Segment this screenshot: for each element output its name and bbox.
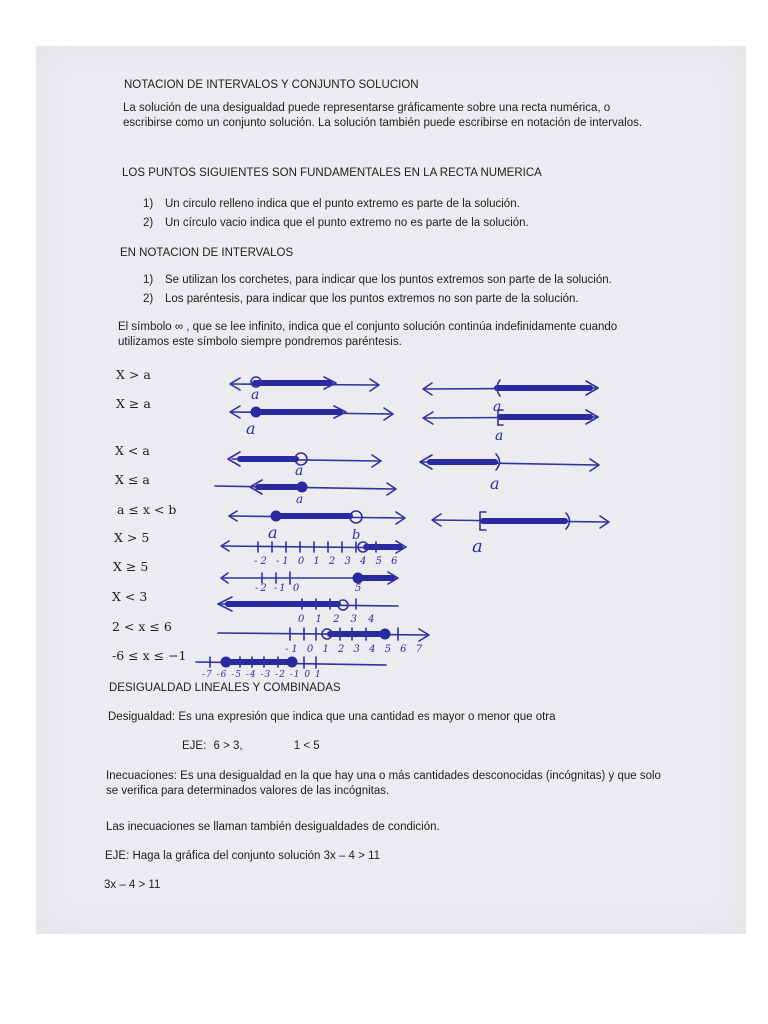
intervals-item-2-num: 2) <box>143 293 154 305</box>
numberline-x-lt-3 <box>218 597 398 625</box>
infinity-note: El símbolo ∞ , que se lee infinito, indica que el conjunto solución continúa indefinidamente cuando utilizamos este símbolo siempre pondremos paréntesis. <box>118 321 618 348</box>
intervals-heading: EN NOTACION DE INTERVALOS <box>120 247 294 259</box>
example-2: 1 < 5 <box>293 740 320 752</box>
linear-heading: DESIGUALDAD LINEALES Y COMBINADAS <box>109 682 341 694</box>
intro-paragraph: La solución de una desigualdad puede representarse gráficamente sobre una recta numérica, o escribirse como un conjunto solución. La solución también puede escribirse en notación de intervalos. <box>123 102 643 129</box>
label-x-ge-5: X ≥ 5 <box>113 559 149 574</box>
numberline-x-le-a-filled <box>215 480 396 506</box>
definition-term: Desigualdad: <box>108 711 176 723</box>
handwritten-a-7: a <box>296 492 304 506</box>
example-line <box>182 739 320 754</box>
label-x-lt-3: X < 3 <box>112 589 148 604</box>
page-title: NOTACION DE INTERVALOS Y CONJUNTO SOLUCION <box>124 79 419 91</box>
numberline-x-lt-a-open <box>228 452 381 479</box>
ticks-x-lt-3: 0 1 2 3 4 <box>298 614 379 625</box>
points-item-1-text: Un circulo relleno indica que el punto extremo es parte de la solución. <box>165 198 520 210</box>
ticks-x-ge-5-left: -2 -1 0 <box>255 583 302 594</box>
label-x-lt-a: X < a <box>115 443 150 458</box>
label-neg6-le-x-le-neg1: -6 ≤ x ≤ −1 <box>112 648 187 663</box>
handwritten-a-2: a <box>493 399 502 415</box>
handwritten-b: b <box>352 528 361 543</box>
ticks-neg6-neg1: -7 -6 -5 -4 -3 -2 -1 0 1 <box>202 670 322 680</box>
numberline-2-lt-x-le-6 <box>218 628 429 655</box>
definition-text: Es una expresión que indica que una cantidad es mayor o menor que otra <box>175 711 556 723</box>
numberline-x-lt-a-paren <box>420 454 599 493</box>
exercise-equation: 3x – 4 > 11 <box>104 879 161 891</box>
definition-line <box>108 710 556 725</box>
numberline-a-le-x-lt-b-brackets <box>432 512 609 557</box>
numberline-a-le-x-lt-b <box>229 511 405 543</box>
numberline-x-gt-a-paren <box>423 380 598 415</box>
handwritten-a-4: a <box>495 428 504 444</box>
numberline-x-ge-a-filled <box>230 406 393 438</box>
numberline-neg6-le-x-le-neg1 <box>196 657 386 680</box>
intervals-item-1-num: 1) <box>143 274 154 286</box>
ticks-x-ge-5-right: 5 <box>355 583 362 594</box>
points-item-1-num: 1) <box>143 198 154 210</box>
points-heading: LOS PUNTOS SIGUIENTES SON FUNDAMENTALES EN LA RECTA NUMERICA <box>122 167 542 179</box>
points-item-2-text: Un círculo vacio indica que el punto extremo no es parte de la solución. <box>165 217 529 229</box>
label-x-le-a: X ≤ a <box>115 472 150 487</box>
handwritten-a-9: a <box>472 536 483 557</box>
intervals-item-1-text: Se utilizan los corchetes, para indicar que los puntos extremos son parte de la solución. <box>165 274 612 286</box>
label-x-ge-a: X ≥ a <box>116 396 151 411</box>
numberline-x-gt-a-open <box>230 377 379 403</box>
handwritten-a-5: a <box>295 463 304 479</box>
points-item-2-num: 2) <box>143 217 154 229</box>
ticks-x-gt-5: -2 -1 0 1 2 3 4 5 6 <box>254 556 401 567</box>
numberline-x-ge-5 <box>221 572 398 594</box>
label-a-le-x-lt-b: a ≤ x < b <box>117 502 177 517</box>
also-called-line: Las inecuaciones se llaman también desigualdades de condición. <box>106 821 440 833</box>
intervals-item-2-text: Los paréntesis, para indicar que los puntos extremos no son parte de la solución. <box>165 293 579 305</box>
handwritten-a-3: a <box>246 419 256 438</box>
ticks-2-6: -1 0 1 2 3 4 5 6 7 <box>285 644 426 655</box>
example-prefix: EJE: <box>182 740 207 752</box>
label-x-gt-5: X > 5 <box>114 530 150 545</box>
handwritten-a-6: a <box>490 474 500 493</box>
numberline-x-gt-5 <box>221 541 406 567</box>
exercise-line: EJE: Haga la gráfica del conjunto solución 3x – 4 > 11 <box>105 850 381 862</box>
numberline-x-ge-a-bracket <box>423 410 598 444</box>
label-2-lt-x-le-6: 2 < x ≤ 6 <box>112 619 172 634</box>
label-x-gt-a: X > a <box>116 367 151 382</box>
handwritten-a-1: a <box>251 387 260 403</box>
inecuaciones-paragraph: Inecuaciones: Es una desigualdad en la que hay una o más cantidades desconocidas (incógnitas) y que solo se verifica para determinados valores de las incógnitas. <box>106 770 661 797</box>
handwritten-a-8: a <box>268 523 278 542</box>
example-1: 6 > 3, <box>213 740 243 752</box>
